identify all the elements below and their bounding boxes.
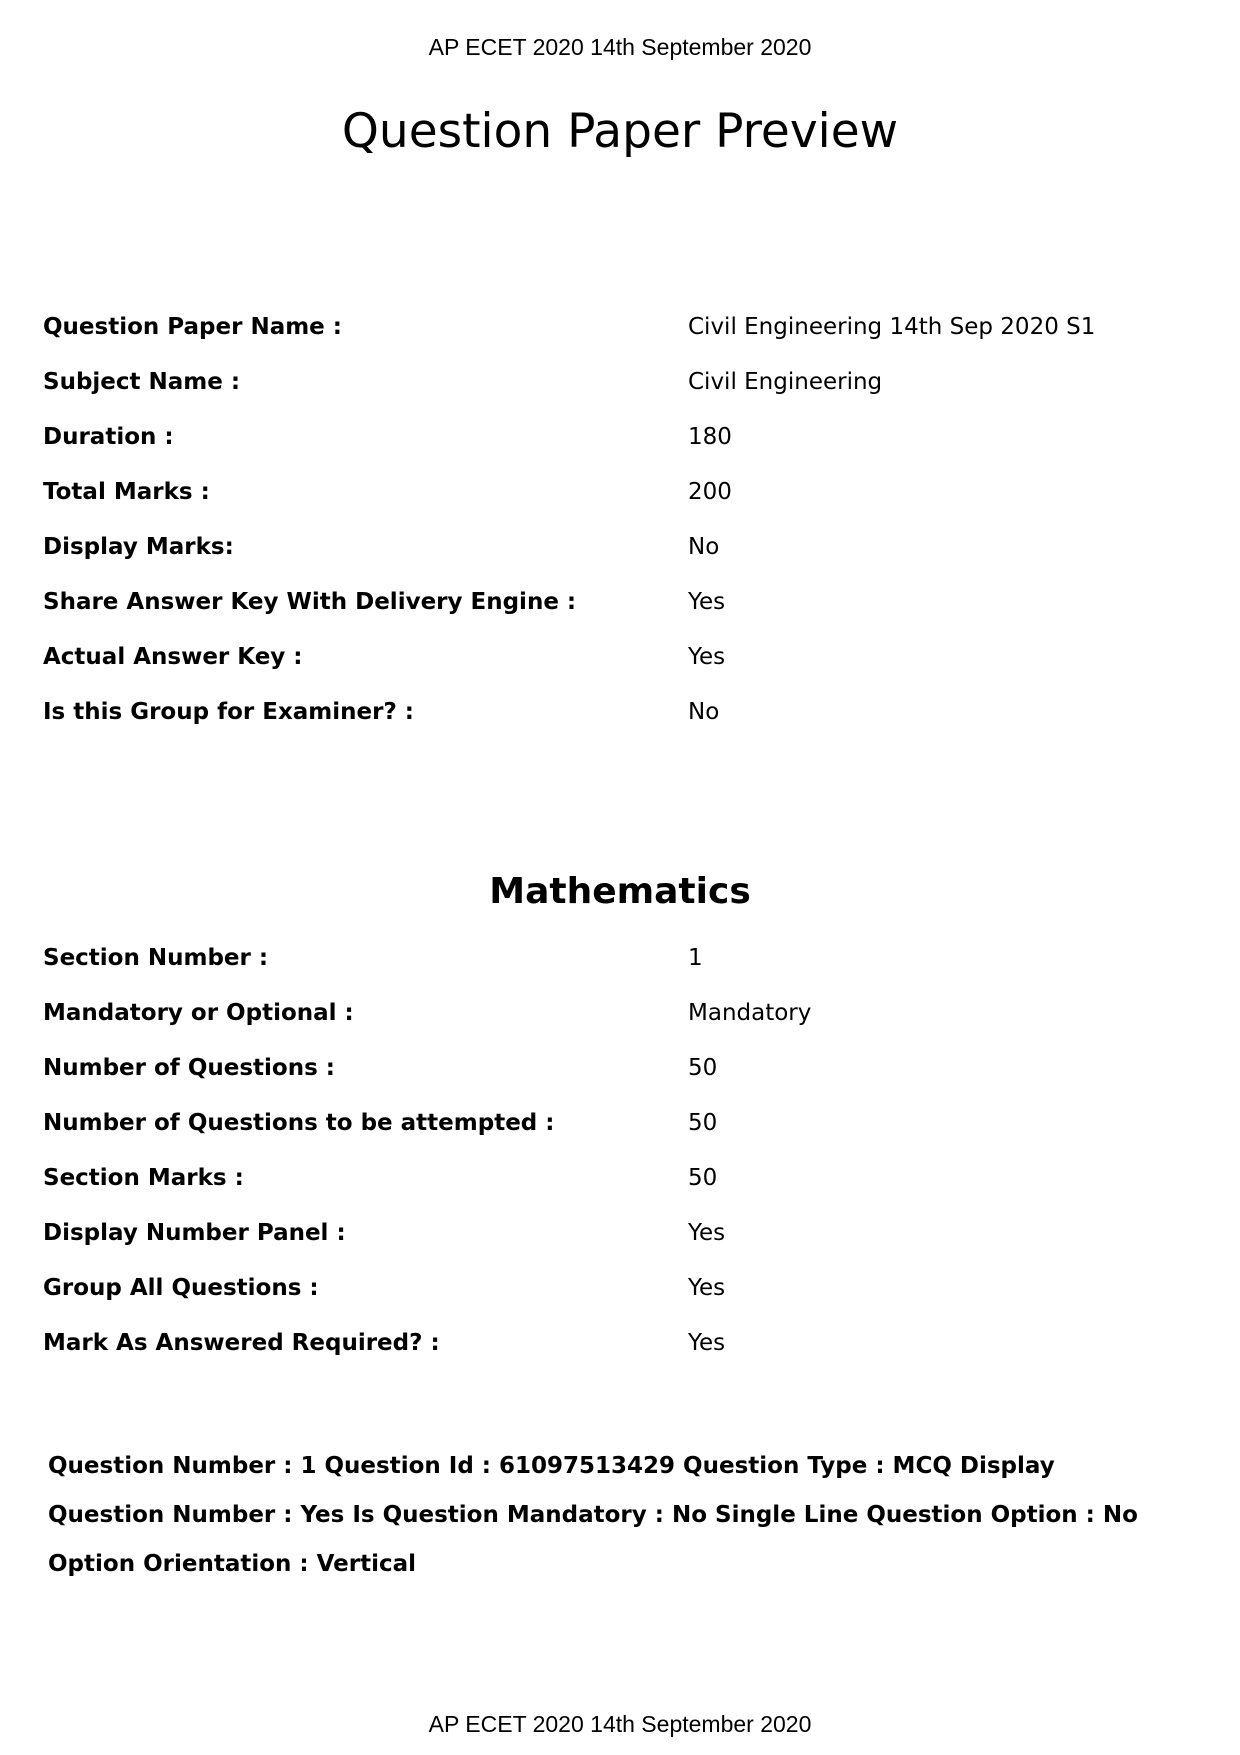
paper-info-row (43, 369, 1193, 424)
section-info-value: 50 (688, 1165, 718, 1191)
page-header: AP ECET 2020 14th September 2020 (428, 34, 812, 60)
paper-info-value: Yes (688, 644, 726, 670)
section-info-row (43, 945, 1193, 1000)
paper-info-row (43, 644, 1193, 699)
section-info-label: Number of Questions to be attempted : (43, 1110, 555, 1136)
paper-info-label: Question Paper Name : (43, 314, 342, 340)
page-footer: AP ECET 2020 14th September 2020 (428, 1711, 812, 1737)
paper-info-label: Actual Answer Key : (43, 644, 303, 670)
paper-info-label: Is this Group for Examiner? : (43, 699, 415, 725)
paper-info-value: Civil Engineering 14th Sep 2020 S1 (688, 314, 1096, 340)
section-info-row (43, 1000, 1193, 1055)
section-info-value: 1 (688, 945, 703, 971)
section-info-row (43, 1055, 1193, 1110)
section-info-label: Section Number : (43, 945, 269, 971)
section-info-row (43, 1165, 1193, 1220)
paper-info-value: 200 (688, 479, 732, 505)
paper-info-value: Yes (688, 589, 726, 615)
paper-info-value: Civil Engineering (688, 369, 883, 395)
paper-info-table (43, 314, 1193, 754)
section-info-label: Display Number Panel : (43, 1220, 346, 1246)
paper-info-value: 180 (688, 424, 732, 450)
page-title: Question Paper Preview (341, 104, 899, 159)
paper-info-label: Duration : (43, 424, 174, 450)
paper-info-label: Share Answer Key With Delivery Engine : (43, 589, 577, 615)
paper-info-value: No (688, 699, 720, 725)
section-info-label: Mandatory or Optional : (43, 1000, 354, 1026)
paper-info-row (43, 479, 1193, 534)
paper-info-row (43, 424, 1193, 479)
section-info-value: 50 (688, 1110, 718, 1136)
section-info-value: Yes (688, 1220, 726, 1246)
section-info-value: Mandatory (688, 1000, 812, 1026)
section-info-row (43, 1275, 1193, 1330)
section-info-value: Yes (688, 1275, 726, 1301)
paper-info-row (43, 699, 1193, 754)
section-info-label: Section Marks : (43, 1165, 244, 1191)
section-info-value: Yes (688, 1330, 726, 1356)
paper-info-label: Total Marks : (43, 479, 210, 505)
section-info-value: 50 (688, 1055, 718, 1081)
section-info-row (43, 1330, 1193, 1385)
paper-info-row (43, 314, 1193, 369)
question-meta: Question Number : 1 Question Id : 61097513429 Question Type : MCQ Display Question Number : Yes Is Question Mandatory : No Single Line Question Option : No Option Orientation : Vertical (48, 1453, 1138, 1577)
paper-info-label: Subject Name : (43, 369, 241, 395)
section-info-label: Number of Questions : (43, 1055, 335, 1081)
section-info-label: Mark As Answered Required? : (43, 1330, 440, 1356)
section-info-row (43, 1220, 1193, 1275)
section-info-label: Group All Questions : (43, 1275, 319, 1301)
paper-info-row (43, 534, 1193, 589)
paper-info-row (43, 589, 1193, 644)
section-title: Mathematics (489, 871, 751, 912)
section-info-row (43, 1110, 1193, 1165)
paper-info-value: No (688, 534, 720, 560)
section-info-table (43, 945, 1193, 1385)
paper-info-label: Display Marks: (43, 534, 234, 560)
